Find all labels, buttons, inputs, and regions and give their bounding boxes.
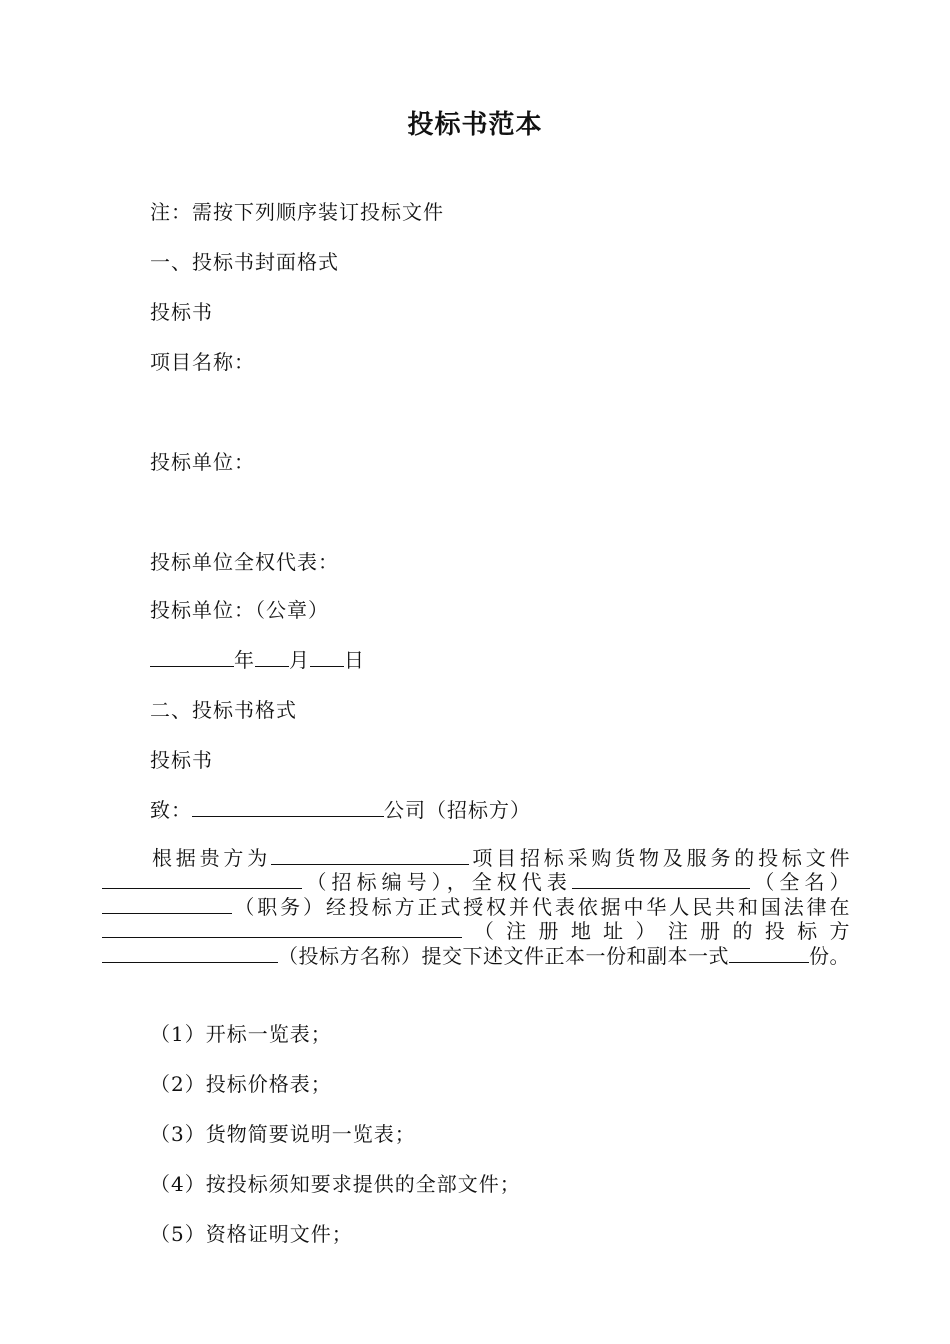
- list-item: （4）按投标须知要求提供的全部文件；: [150, 1172, 521, 1196]
- para-part-3: （招标编号），全权代表: [302, 870, 572, 895]
- binding-note: 注：需按下列顺序装订投标文件: [150, 200, 444, 224]
- para-part-1: 根据贵方为: [152, 846, 272, 870]
- para-part-7: （投标方名称）提交下述文件正本一份和副本一式: [278, 943, 729, 968]
- seal-label: 投标单位：（公章）: [150, 598, 329, 622]
- project-blank: [271, 846, 469, 865]
- representative-label: 投标单位全权代表：: [150, 550, 339, 574]
- day-label: 日: [344, 648, 365, 672]
- list-item: （2）投标价格表；: [150, 1072, 332, 1096]
- list-item: （3）货物简要说明一览表；: [150, 1122, 416, 1146]
- list-item: （1）开标一览表；: [150, 1022, 332, 1046]
- year-label: 年: [234, 648, 255, 672]
- document-title: 投标书范本: [407, 110, 543, 140]
- position-blank: [102, 895, 232, 914]
- section2-heading: 二、投标书格式: [150, 698, 297, 722]
- para-part-6: （注册地址）注册的投标方: [462, 919, 850, 944]
- list-item: （5）资格证明文件；: [150, 1222, 353, 1246]
- bidder-name-blank: [102, 944, 278, 963]
- cover-title: 投标书: [150, 300, 213, 324]
- para-part-5: （职务）经投标方正式授权并代表依据中华人民共和国法律在: [232, 894, 850, 919]
- day-blank: [310, 648, 344, 667]
- year-blank: [150, 648, 234, 667]
- tender-number-blank: [102, 870, 302, 889]
- project-name-label: 项目名称：: [150, 350, 255, 374]
- addressee-line: [150, 796, 531, 824]
- full-name-blank: [572, 870, 750, 889]
- para-part-8: 份。: [809, 943, 850, 968]
- month-blank: [255, 648, 289, 667]
- para-part-2: 项目招标采购货物及服务的投标文件: [469, 846, 851, 870]
- declaration-paragraph: [102, 846, 850, 968]
- letter-title: 投标书: [150, 748, 213, 772]
- para-part-4: （全名）: [749, 870, 850, 895]
- addressee-prefix: 致：: [150, 798, 192, 822]
- copies-blank: [729, 944, 809, 963]
- month-label: 月: [289, 648, 310, 672]
- bidder-label: 投标单位：: [150, 450, 255, 474]
- address-blank: [102, 919, 462, 938]
- section1-heading: 一、投标书封面格式: [150, 250, 339, 274]
- addressee-suffix: 公司（招标方）: [384, 798, 531, 822]
- date-line: [150, 646, 365, 674]
- addressee-blank: [192, 798, 384, 817]
